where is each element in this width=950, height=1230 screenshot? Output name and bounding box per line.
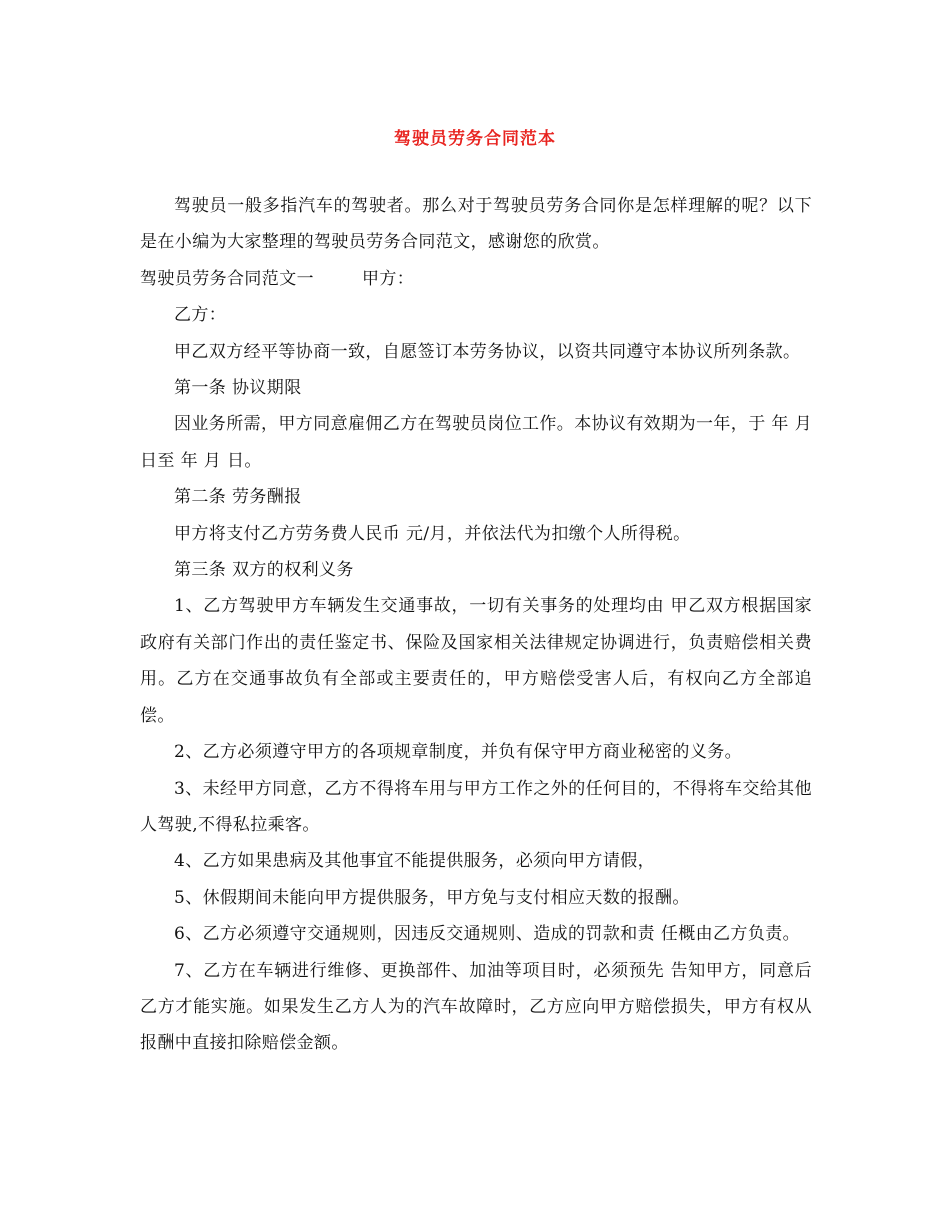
article-1-text: 因业务所需，甲方同意雇佣乙方在驾驶员岗位工作。本协议有效期为一年，于 年 月 日至 年 月 日。 bbox=[140, 414, 813, 471]
document-title: 驾驶员劳务合同范本 bbox=[394, 129, 556, 149]
article-2-text: 甲方将支付乙方劳务费人民币 元/月，并依法代为扣缴个人所得税。 bbox=[174, 523, 691, 544]
clause-2: 2、乙方必须遵守甲方的各项规章制度，并负有保守甲方商业秘密的义务。 bbox=[174, 742, 743, 763]
party-a-label: 甲方： bbox=[362, 268, 415, 289]
clause-5: 5、休假期间未能向甲方提供服务，甲方免与支付相应天数的报酬。 bbox=[174, 887, 690, 908]
article-1-title: 第一条 协议期限 bbox=[174, 378, 302, 399]
clause-3: 3、未经甲方同意，乙方不得将车用与甲方工作之外的任何目的，不得将车交给其他人驾驶,不得私拉乘客。 bbox=[140, 778, 812, 835]
sample-heading-line bbox=[140, 261, 812, 297]
article-2-title: 第二条 劳务酬报 bbox=[174, 487, 302, 508]
clause-1: 1、乙方驾驶甲方车辆发生交通事故，一切有关事务的处理均由 甲乙双方根据国家政府有关部门作出的责任鉴定书、保险及国家相关法律规定协调进行，负责赔偿相关费用。乙方在交通事故负有全部或主要责任的，甲方赔偿受害人后，有权向乙方全部追偿。 bbox=[140, 596, 812, 726]
sample-heading: 驾驶员劳务合同范文一 bbox=[140, 268, 314, 289]
clause-6: 6、乙方必须遵守交通规则，因违反交通规则、造成的罚款和责 任概由乙方负责。 bbox=[174, 924, 801, 945]
document-body bbox=[140, 188, 812, 1062]
party-b-label: 乙方： bbox=[174, 305, 227, 326]
article-3-title: 第三条 双方的权利义务 bbox=[174, 560, 354, 581]
clause-7: 7、乙方在车辆进行维修、更换部件、加油等项目时，必须预先 告知甲方，同意后乙方才能实施。如果发生乙方人为的汽车故障时，乙方应向甲方赔偿损失，甲方有权从报酬中直接扣除赔偿金额。 bbox=[140, 960, 812, 1054]
clause-4: 4、乙方如果患病及其他事宜不能提供服务，必须向甲方请假， bbox=[174, 851, 656, 872]
agreement-paragraph: 甲乙双方经平等协商一致，自愿签订本劳务协议，以资共同遵守本协议所列条款。 bbox=[174, 341, 801, 362]
intro-paragraph: 驾驶员一般多指汽车的驾驶者。那么对于驾驶员劳务合同你是怎样理解的呢？以下是在小编为大家整理的驾驶员劳务合同范文，感谢您的欣赏。 bbox=[140, 196, 812, 253]
